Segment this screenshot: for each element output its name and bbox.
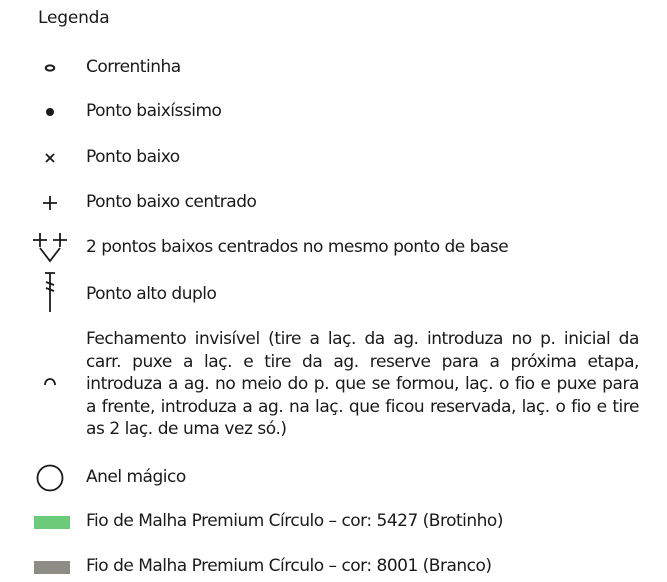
legend-label: Ponto baixo centrado: [86, 192, 257, 212]
slip-stitch-icon: [28, 100, 72, 124]
legend-item-two-centered-single-crochet: [0, 230, 667, 264]
legend-item-chain: [0, 56, 667, 80]
centered-single-crochet-icon: [28, 191, 72, 215]
legend-label: Ponto baixíssimo: [86, 101, 222, 121]
legend-item-slip-stitch: [0, 100, 667, 124]
legend-label: Ponto alto duplo: [86, 284, 217, 304]
legend-item-invisible-join: [0, 328, 667, 444]
legend-label: Fio de Malha Premium Círculo – cor: 8001 (Branco): [86, 556, 492, 576]
double-treble-icon: [28, 270, 72, 314]
magic-ring-icon: [28, 464, 72, 492]
legend-title: Legenda: [38, 8, 110, 28]
chain-stitch-icon: [28, 56, 72, 80]
legend-label: Correntinha: [86, 57, 181, 77]
legend-label: Fio de Malha Premium Círculo – cor: 5427 (Brotinho): [86, 511, 503, 531]
legend-item-yarn-gray: [0, 555, 667, 579]
invisible-join-icon: [28, 370, 72, 390]
legend-item-single-crochet: [0, 146, 667, 170]
legend-label: Anel mágico: [86, 467, 186, 487]
color-swatch-gray: [34, 561, 70, 574]
legend-label: 2 pontos baixos centrados no mesmo ponto de base: [86, 237, 509, 257]
legend-label: Fechamento invisível (tire a laç. da ag. introduza no p. inicial da carr. puxe a laç. e tire da ag. reserve para a próxima etapa, introduza a ag. no meio do p. que se formou, laç. o fio e puxe para a frente, introduza a ag. na laç. que ficou reservada, laç. o fio e tire as 2 laç. de uma vez só.): [86, 329, 639, 439]
color-swatch-green: [34, 516, 70, 529]
legend-item-double-treble: [0, 270, 667, 314]
color-swatch-green-icon: [30, 510, 74, 534]
color-swatch-gray-icon: [30, 555, 74, 579]
two-centered-single-crochet-same-base-icon: [28, 230, 72, 264]
single-crochet-icon: [28, 146, 72, 170]
legend-item-yarn-green: [0, 510, 667, 534]
legend-label: Ponto baixo: [86, 147, 180, 167]
legend-item-centered-single-crochet: [0, 191, 667, 215]
legend-item-magic-ring: [0, 464, 667, 492]
